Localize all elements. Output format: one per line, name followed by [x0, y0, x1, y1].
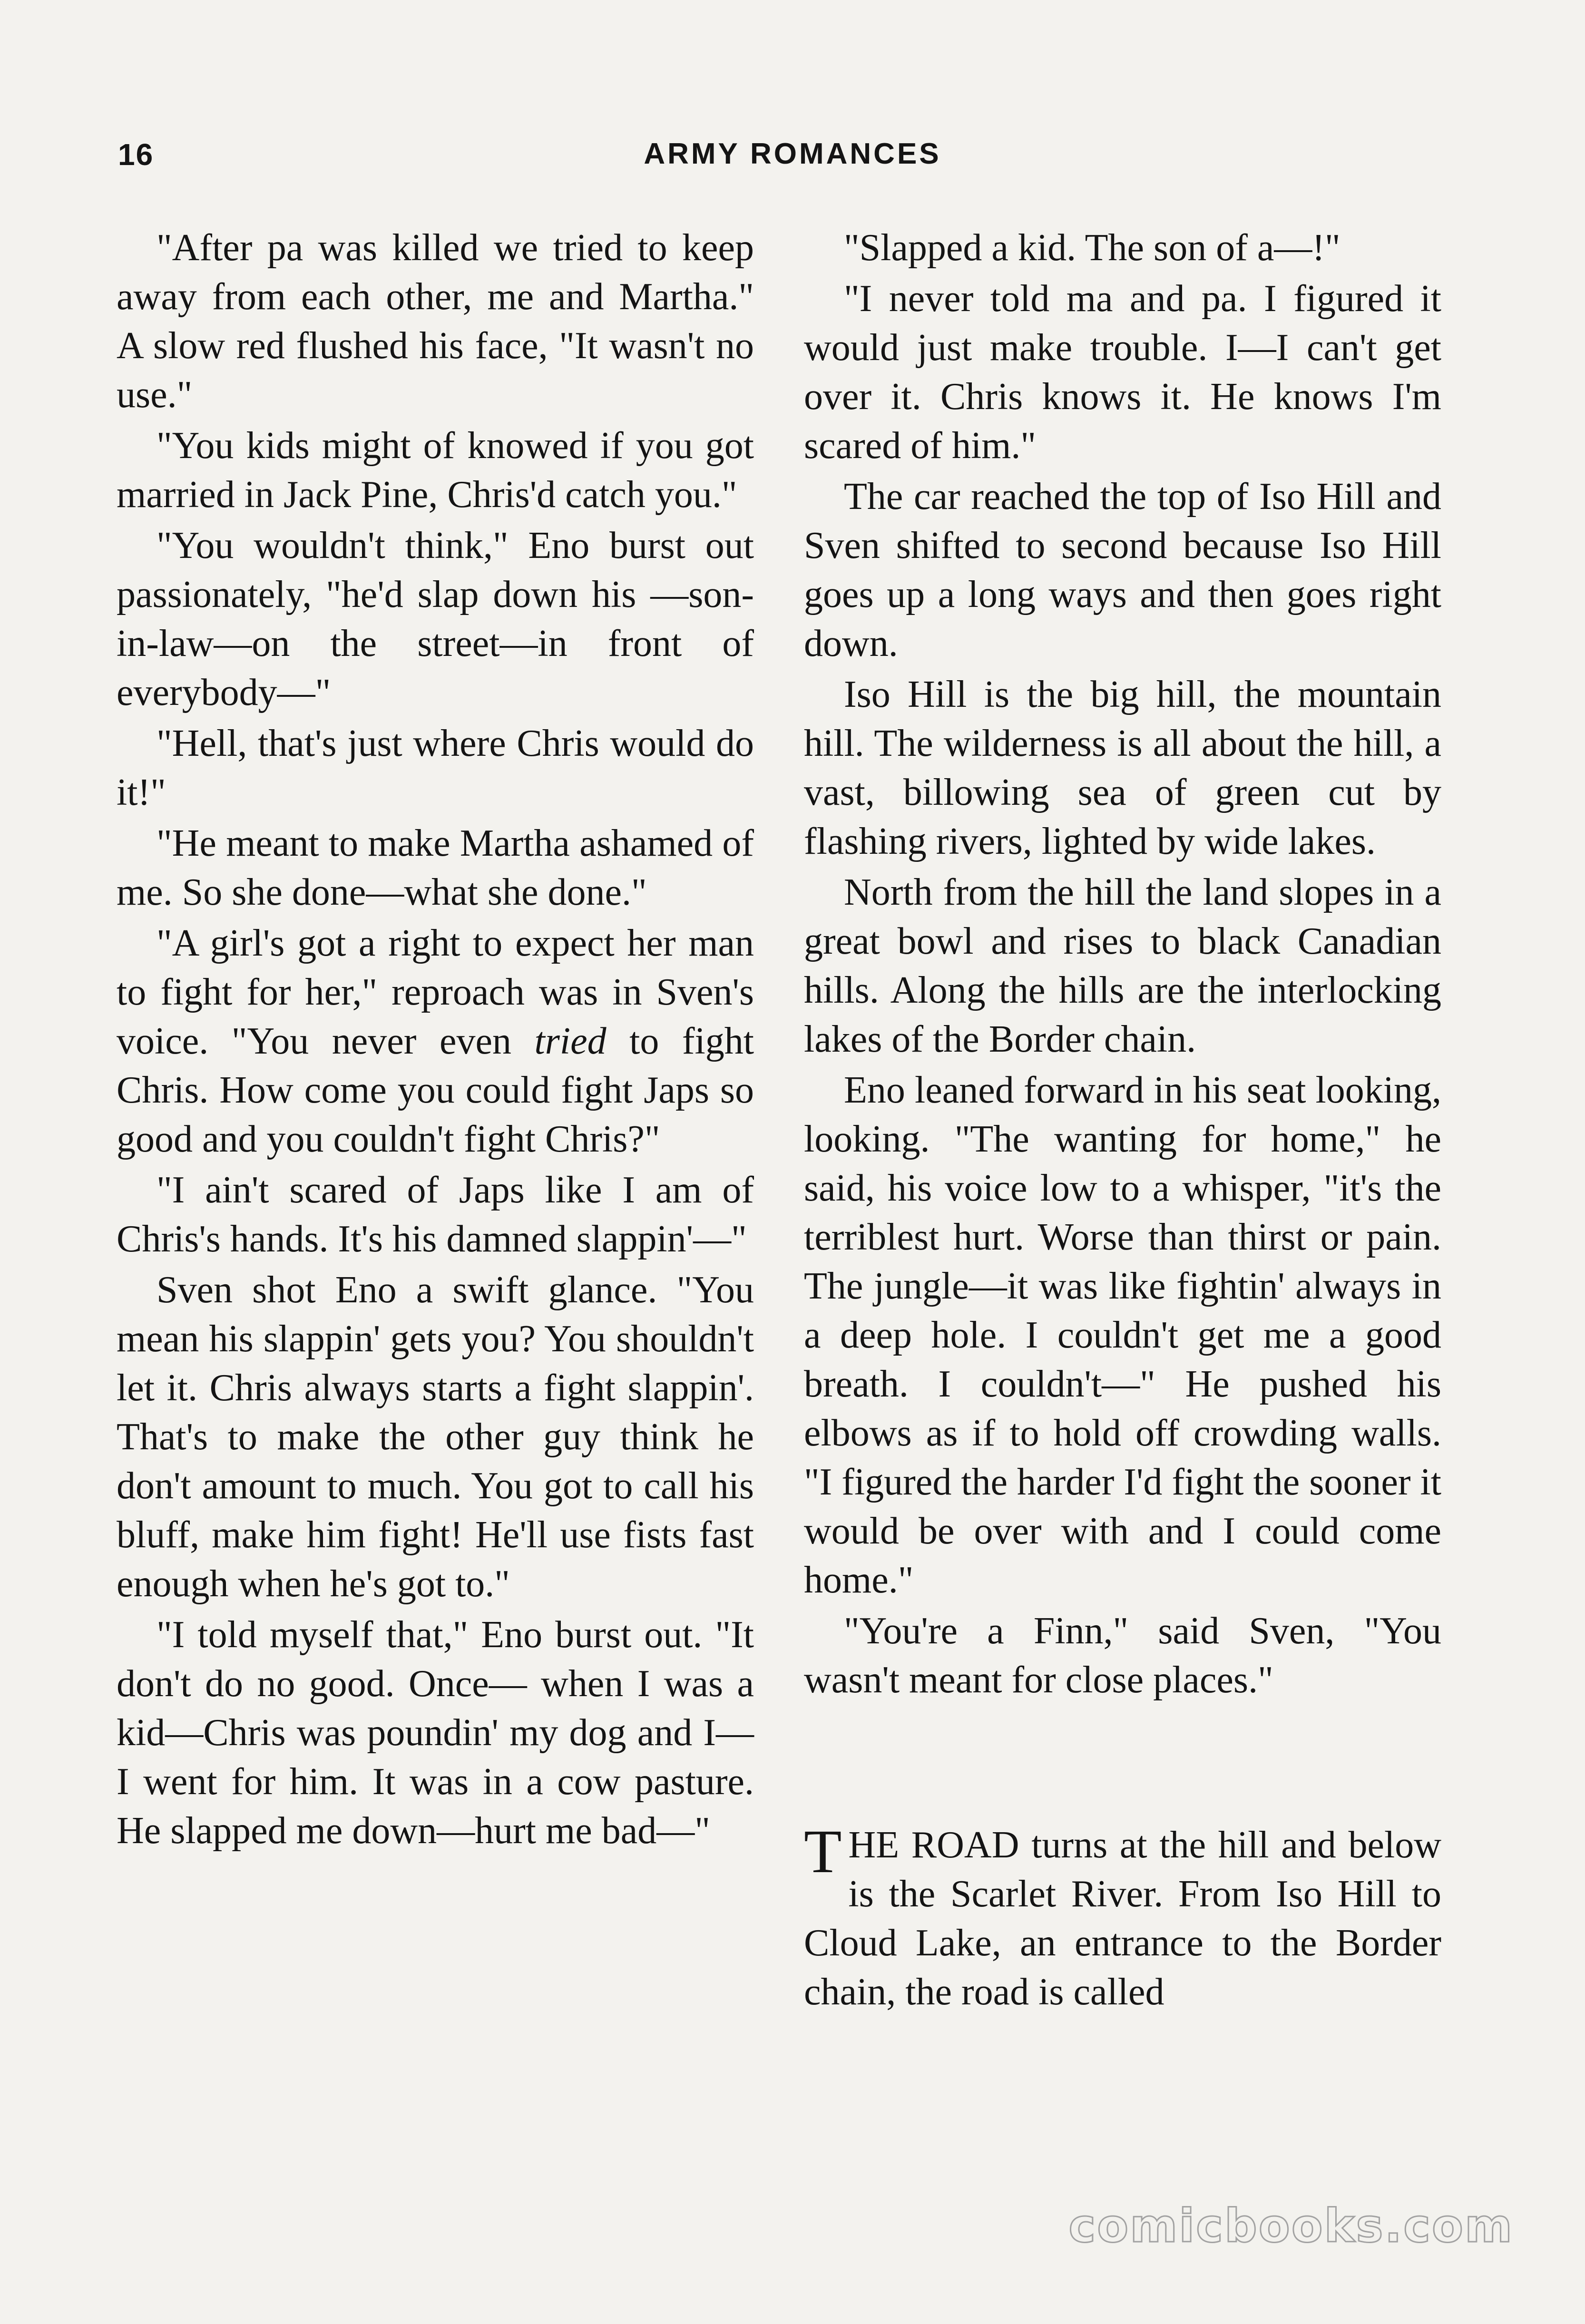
paragraph: "You kids might of knowed if you got married in Jack Pine, Chris'd catch you." [117, 425, 754, 516]
left-column [117, 224, 754, 1857]
paragraph: Iso Hill is the big hill, the mountain hill. The wilderness is all about the hill, a vast, billowing sea of green cut by flashing rivers, lighted by wide lakes. [804, 674, 1441, 862]
paragraph: "I told myself that," Eno burst out. "It don't do no good. Once— when I was a kid—Chris was poundin' my dog and I—I went for him. It was in a cow pasture. He slapped me down—hurt me bad—" [117, 1614, 754, 1852]
emphasized-word: tried [534, 1020, 607, 1062]
paragraph-text: to fight Chris. How come you could fight Japs so good and you couldn't fight Chris?" [117, 1020, 754, 1160]
page-number: 16 [118, 137, 154, 172]
paragraph: "You wouldn't think," Eno burst out passionately, "he'd slap down his —son-in-law—on the street—in front of everybody—" [117, 525, 754, 713]
paragraph: "You're a Finn," said Sven, "You wasn't meant for close places." [804, 1610, 1441, 1701]
paragraph-text: HE ROAD turns at the hill and below is the Scarlet River. From Iso Hill to Cloud Lake, an entrance to the Border chain, the road is called [804, 1824, 1441, 2013]
paragraph: Sven shot Eno a swift glance. "You mean his slappin' gets you? You shouldn't let it. Chris always starts a fight slappin'. That's to make the other guy think he don't amount to much. You got to call his bluff, make him fight! He'll use fists fast enough when he's got to." [117, 1269, 754, 1605]
paragraph: "After pa was killed we tried to keep away from each other, me and Martha." A slow red flushed his face, "It wasn't no use." [117, 227, 754, 416]
paragraph [117, 919, 754, 1164]
paragraph: North from the hill the land slopes in a great bowl and rises to black Canadian hills. Along the hills are the interlocking lakes of the Border chain. [804, 871, 1441, 1060]
watermark: comicbooks.com [1068, 2199, 1514, 2253]
paragraph: The car reached the top of Iso Hill and Sven shifted to second because Iso Hill goes up a long ways and then goes right down. [804, 476, 1441, 664]
running-title: ARMY ROMANCES [644, 137, 941, 170]
paragraph: "Slapped a kid. The son of a—!" [844, 227, 1340, 269]
paragraph: Eno leaned forward in his seat looking, looking. "The wanting for home," he said, his voice low to a whisper, "it's the terriblest hurt. Worse than thirst or pain. The jungle—it was like fightin' always in a deep hole. I couldn't get me a good breath. I couldn't—" He pushed his elbows as if to hold off crowding walls. "I figured the harder I'd fight the sooner it would be over with and I could come home." [804, 1069, 1441, 1601]
paragraph: "Hell, that's just where Chris would do it!" [117, 723, 754, 813]
section-break [804, 1707, 1441, 1821]
right-column [804, 224, 1441, 2019]
paragraph: "He meant to make Martha ashamed of me. So she done—what she done." [117, 822, 754, 913]
paragraph-text: "A girl's got a right to expect her man to fight for her," reproach was in Sven's voice. "You never even [117, 922, 754, 1062]
section-opening-paragraph [804, 1817, 1441, 2017]
drop-cap: T [804, 1817, 842, 1886]
paragraph: "I ain't scared of Japs like I am of Chris's hands. It's his damned slappin'—" [117, 1169, 754, 1260]
paragraph: "I never told ma and pa. I figured it would just make trouble. I—I can't get over it. Chris knows it. He knows I'm scared of him." [804, 278, 1441, 467]
